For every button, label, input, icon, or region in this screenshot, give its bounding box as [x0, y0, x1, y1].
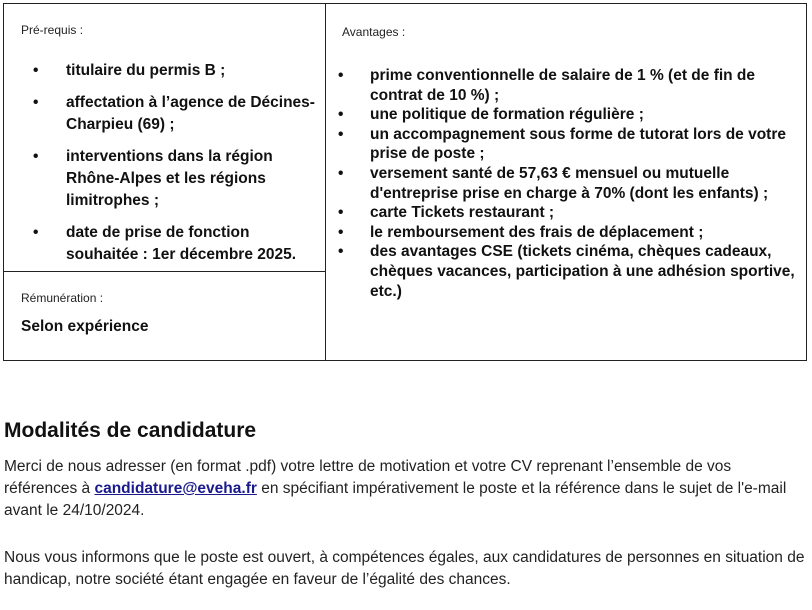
application-intro-end: en spécifiant impérativement le poste et la référence dans le sujet de l'e-mail avant le 24/10/2024.: [4, 480, 787, 519]
prerequisites-label: Pré-requis :: [21, 23, 84, 37]
remuneration-value: Selon expérience: [21, 318, 149, 335]
application-instructions: [4, 456, 808, 522]
advantage-item: • un accompagnement sous forme de tutorat lors de votre prise de poste ;: [326, 125, 796, 164]
prerequisite-item: • interventions dans la région Rhône-Alpes et les régions limitrophes ;: [4, 146, 326, 212]
application-intro: Merci de nous adresser (en format .pdf) votre lettre de motivation et votre CV reprenant l’ensemble de vos références à: [4, 458, 732, 497]
prerequisites-list: [4, 60, 326, 276]
advantages-list: [326, 66, 796, 301]
advantage-item: • versement santé de 57,63 € mensuel ou mutuelle d'entreprise prise en charge à 70% (dont les enfants) ;: [326, 164, 796, 203]
remuneration-label: Rémunération :: [21, 291, 104, 305]
prerequisite-item: • titulaire du permis B ;: [4, 60, 326, 82]
prerequisite-item: • affectation à l’agence de Décines-Charpieu (69) ;: [4, 92, 326, 136]
prerequisite-item: • date de prise de fonction souhaitée : 1er décembre 2025.: [4, 222, 326, 266]
advantages-label: Avantages :: [342, 25, 406, 39]
advantage-item: • le remboursement des frais de déplacement ;: [326, 223, 796, 243]
advantage-item: • prime conventionnelle de salaire de 1 % (et de fin de contrat de 10 %) ;: [326, 66, 796, 105]
advantage-item: • carte Tickets restaurant ;: [326, 203, 796, 223]
equal-opportunity-notice: Nous vous informons que le poste est ouvert, à compétences égales, aux candidatures de personnes en situation de handicap, notre société étant engagée en faveur de l’égalité des chances.: [4, 549, 805, 588]
job-info-table: [3, 3, 807, 361]
advantage-item: • une politique de formation régulière ;: [326, 105, 796, 125]
application-title: Modalités de candidature: [4, 419, 257, 442]
advantage-item: • des avantages CSE (tickets cinéma, chèques cadeaux, chèques vacances, participation à une adhésion sportive, etc.): [326, 242, 796, 301]
application-email-link[interactable]: candidature@eveha.fr: [94, 480, 257, 497]
